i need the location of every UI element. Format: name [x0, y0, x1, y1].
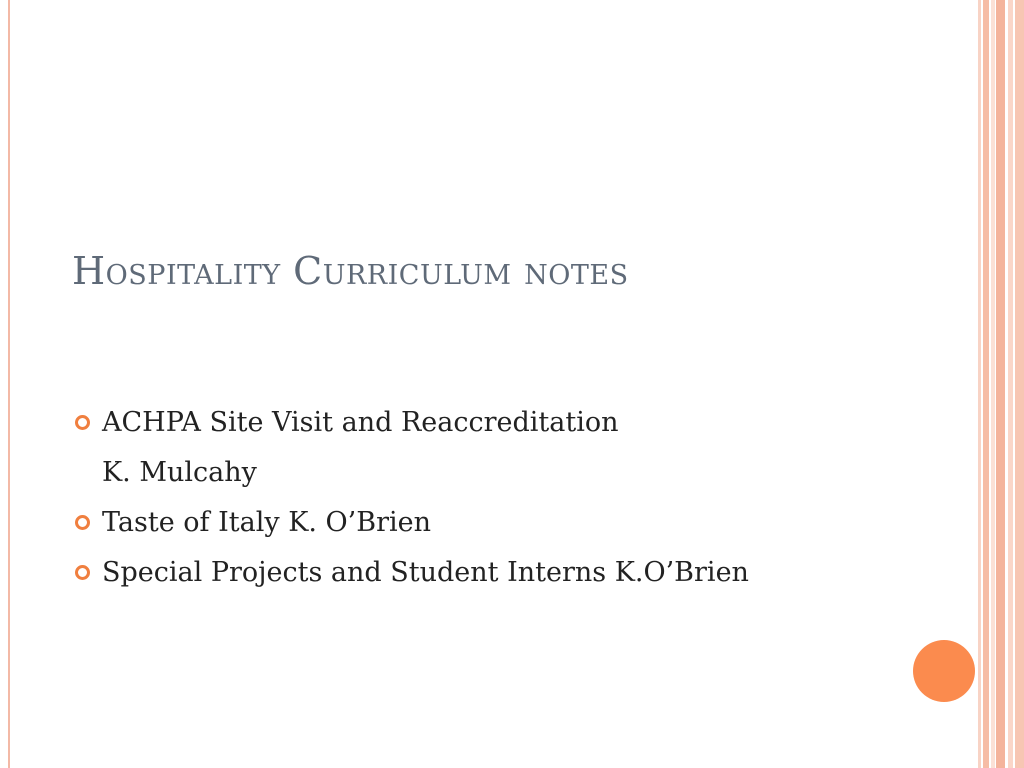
- left-border-line: [8, 0, 10, 768]
- bullet-circle-icon: [75, 565, 90, 580]
- bullet-text: Special Projects and Student Interns K.O’Brien: [102, 557, 749, 588]
- decorative-orange-circle: [913, 640, 975, 702]
- bullet-item: [72, 398, 932, 498]
- right-decorative-stripe: [1015, 0, 1024, 768]
- bullet-list: [72, 398, 932, 598]
- bullet-text: Taste of Italy K. O’Brien: [102, 507, 431, 538]
- bullet-text: ACHPA Site Visit and Reaccreditation: [102, 407, 619, 438]
- right-decorative-stripe: [996, 0, 1005, 768]
- bullet-item: [72, 498, 932, 548]
- bullet-circle-icon: [75, 415, 90, 430]
- slide-title: Hospitality Curriculum notes: [72, 249, 629, 293]
- bullet-circle-icon: [75, 515, 90, 530]
- bullet-item: [72, 548, 932, 598]
- right-decorative-stripe: [1008, 0, 1013, 768]
- bullet-continuation-text: K. Mulcahy: [102, 457, 257, 488]
- right-decorative-stripe: [983, 0, 989, 768]
- right-decorative-stripe: [991, 0, 995, 768]
- right-decorative-stripe: [978, 0, 981, 768]
